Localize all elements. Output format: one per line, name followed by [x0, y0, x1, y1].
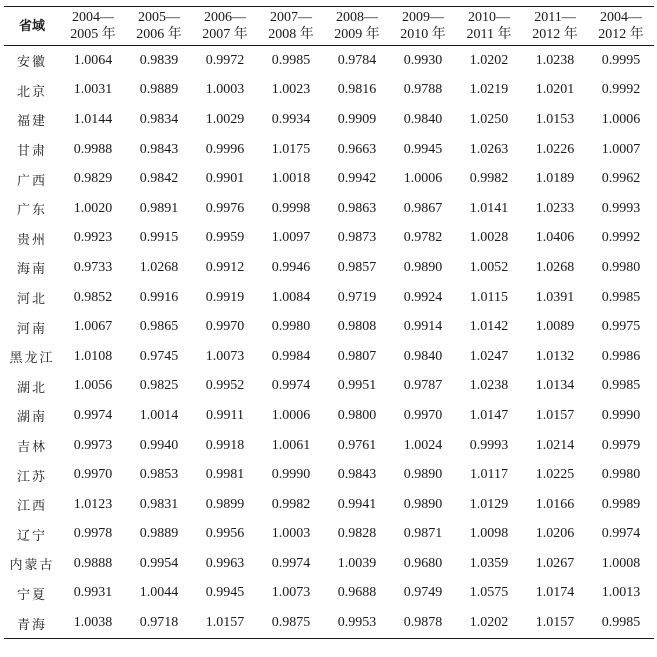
- value-cell: 1.0174: [535, 585, 575, 601]
- value-cell: 1.0201: [535, 82, 575, 98]
- value-cell: 0.9878: [403, 615, 443, 631]
- province-cell: 吉林: [16, 440, 47, 456]
- value-cell: 0.9975: [601, 319, 641, 335]
- table-row: [4, 76, 654, 106]
- column-header-period: [258, 7, 324, 46]
- value-cell: 0.9970: [73, 467, 113, 483]
- value-cell: 1.0031: [73, 82, 113, 98]
- value-cell: 0.9990: [271, 467, 311, 483]
- value-cell: 0.9974: [73, 407, 113, 423]
- value-cell: 1.0003: [205, 82, 245, 98]
- column-header-period: [126, 7, 192, 46]
- value-cell: 0.9995: [601, 52, 641, 68]
- value-cell: 0.9834: [139, 111, 179, 127]
- value-cell: 0.9807: [337, 348, 377, 364]
- province-cell: 贵州: [16, 232, 47, 248]
- value-cell: 0.9979: [601, 437, 641, 453]
- value-cell: 0.9749: [403, 585, 443, 601]
- value-cell: 0.9891: [139, 200, 179, 216]
- value-cell: 0.9982: [271, 496, 311, 512]
- value-cell: 1.0263: [469, 141, 509, 157]
- value-cell: 0.9919: [205, 289, 245, 305]
- value-cell: 1.0007: [601, 141, 641, 157]
- value-cell: 0.9974: [271, 555, 311, 571]
- value-cell: 1.0157: [535, 615, 575, 631]
- province-cell: 北京: [16, 84, 47, 100]
- value-cell: 0.9831: [139, 496, 179, 512]
- province-cell: 海南: [16, 262, 47, 278]
- value-cell: 0.9911: [206, 407, 244, 423]
- period-start-label: 2004—: [600, 10, 642, 25]
- value-cell: 0.9867: [403, 200, 443, 216]
- value-cell: 0.9952: [205, 378, 245, 394]
- value-cell: 1.0064: [73, 52, 113, 68]
- value-cell: 0.9787: [403, 378, 443, 394]
- value-cell: 0.9914: [403, 319, 443, 335]
- column-header-period: [588, 7, 654, 46]
- table-row: [4, 224, 654, 254]
- table-row: [4, 401, 654, 431]
- value-cell: 0.9974: [271, 378, 311, 394]
- value-cell: 1.0219: [469, 82, 509, 98]
- province-cell: 广东: [16, 203, 47, 219]
- value-cell: 0.9688: [337, 585, 377, 601]
- value-cell: 0.9890: [403, 259, 443, 275]
- value-cell: 0.9989: [601, 496, 641, 512]
- value-cell: 1.0225: [535, 467, 575, 483]
- value-cell: 0.9852: [73, 289, 113, 305]
- value-cell: 0.9976: [205, 200, 245, 216]
- value-cell: 1.0023: [271, 82, 311, 98]
- data-table-container: [4, 6, 654, 639]
- value-cell: 0.9842: [139, 171, 179, 187]
- value-cell: 0.9982: [469, 171, 509, 187]
- value-cell: 0.9998: [271, 200, 311, 216]
- period-start-label: 2007—: [270, 10, 312, 25]
- value-cell: 1.0003: [271, 526, 311, 542]
- value-cell: 0.9980: [271, 319, 311, 335]
- value-cell: 0.9953: [337, 615, 377, 631]
- value-cell: 0.9972: [205, 52, 245, 68]
- value-cell: 1.0391: [535, 289, 575, 305]
- column-header-period: [522, 7, 588, 46]
- period-end-label: 2006 年: [136, 27, 182, 42]
- table-row: [4, 342, 654, 372]
- table-row: [4, 46, 654, 76]
- value-cell: 1.0157: [535, 407, 575, 423]
- value-cell: 1.0028: [469, 230, 509, 246]
- value-cell: 1.0226: [535, 141, 575, 157]
- value-cell: 1.0013: [601, 585, 641, 601]
- province-cell: 河北: [16, 292, 47, 308]
- value-cell: 0.9663: [337, 141, 377, 157]
- table-row: [4, 164, 654, 194]
- value-cell: 1.0134: [535, 378, 575, 394]
- value-cell: 0.9782: [403, 230, 443, 246]
- column-header-period: [456, 7, 522, 46]
- period-end-label: 2011 年: [466, 27, 512, 42]
- period-end-label: 2005 年: [70, 27, 116, 42]
- period-end-label: 2007 年: [202, 27, 248, 42]
- province-cell: 广西: [16, 173, 47, 189]
- value-cell: 0.9985: [601, 615, 641, 631]
- value-cell: 0.9993: [469, 437, 509, 453]
- value-cell: 0.9978: [73, 526, 113, 542]
- value-cell: 1.0038: [73, 615, 113, 631]
- value-cell: 1.0142: [469, 319, 509, 335]
- malmquist-index-table: [4, 6, 654, 639]
- table-row: [4, 608, 654, 638]
- table-row: [4, 372, 654, 402]
- value-cell: 1.0153: [535, 111, 575, 127]
- value-cell: 0.9909: [337, 111, 377, 127]
- column-header-province: 省域: [18, 18, 45, 34]
- table-row: [4, 312, 654, 342]
- column-header-period: [324, 7, 390, 46]
- value-cell: 1.0014: [139, 407, 179, 423]
- value-cell: 0.9981: [205, 467, 245, 483]
- value-cell: 1.0247: [469, 348, 509, 364]
- value-cell: 1.0108: [73, 348, 113, 364]
- value-cell: 0.9889: [139, 526, 179, 542]
- value-cell: 1.0018: [271, 171, 311, 187]
- value-cell: 0.9840: [403, 111, 443, 127]
- value-cell: 1.0123: [73, 496, 113, 512]
- value-cell: 0.9980: [601, 467, 641, 483]
- value-cell: 1.0061: [271, 437, 311, 453]
- province-cell: 黑龙江: [9, 351, 55, 367]
- value-cell: 0.9788: [403, 82, 443, 98]
- value-cell: 1.0039: [337, 555, 377, 571]
- value-cell: 0.9996: [205, 141, 245, 157]
- value-cell: 0.9889: [139, 82, 179, 98]
- province-cell: 江苏: [16, 469, 47, 485]
- value-cell: 0.9963: [205, 555, 245, 571]
- value-cell: 0.9985: [601, 378, 641, 394]
- value-cell: 0.9829: [73, 171, 113, 187]
- value-cell: 1.0006: [271, 407, 311, 423]
- value-cell: 0.9719: [337, 289, 377, 305]
- value-cell: 1.0202: [469, 52, 509, 68]
- value-cell: 0.9985: [601, 289, 641, 305]
- province-cell: 安徽: [16, 55, 47, 71]
- header-row: [4, 7, 654, 46]
- value-cell: 0.9973: [73, 437, 113, 453]
- province-cell: 辽宁: [16, 528, 47, 544]
- table-row: [4, 135, 654, 165]
- value-cell: 1.0141: [469, 200, 509, 216]
- value-cell: 0.9951: [337, 378, 377, 394]
- value-cell: 1.0006: [403, 171, 443, 187]
- province-cell: 河南: [16, 321, 47, 337]
- value-cell: 0.9718: [139, 615, 179, 631]
- column-header-period: [192, 7, 258, 46]
- value-cell: 0.9980: [601, 259, 641, 275]
- period-start-label: 2010—: [468, 10, 510, 25]
- value-cell: 1.0098: [469, 526, 509, 542]
- value-cell: 0.9800: [337, 407, 377, 423]
- value-cell: 0.9959: [205, 230, 245, 246]
- period-end-label: 2012 年: [598, 27, 644, 42]
- value-cell: 0.9857: [337, 259, 377, 275]
- value-cell: 1.0250: [469, 111, 509, 127]
- value-cell: 0.9986: [601, 348, 641, 364]
- value-cell: 0.9931: [73, 585, 113, 601]
- value-cell: 0.9828: [337, 526, 377, 542]
- period-end-label: 2008 年: [268, 27, 314, 42]
- value-cell: 0.9808: [337, 319, 377, 335]
- value-cell: 1.0073: [271, 585, 311, 601]
- value-cell: 1.0359: [469, 555, 509, 571]
- value-cell: 1.0238: [469, 378, 509, 394]
- table-row: [4, 253, 654, 283]
- value-cell: 0.9890: [403, 496, 443, 512]
- table-row: [4, 460, 654, 490]
- value-cell: 0.9970: [403, 407, 443, 423]
- value-cell: 0.9840: [403, 348, 443, 364]
- value-cell: 0.9923: [73, 230, 113, 246]
- value-cell: 1.0117: [470, 467, 508, 483]
- period-end-label: 2010 年: [400, 27, 446, 42]
- value-cell: 1.0073: [205, 348, 245, 364]
- value-cell: 0.9942: [337, 171, 377, 187]
- value-cell: 1.0029: [205, 111, 245, 127]
- value-cell: 0.9916: [139, 289, 179, 305]
- value-cell: 1.0052: [469, 259, 509, 275]
- table-row: [4, 490, 654, 520]
- value-cell: 0.9733: [73, 259, 113, 275]
- value-cell: 0.9784: [337, 52, 377, 68]
- table-body: [4, 46, 654, 639]
- value-cell: 1.0147: [469, 407, 509, 423]
- value-cell: 1.0233: [535, 200, 575, 216]
- value-cell: 0.9992: [601, 230, 641, 246]
- table-row: [4, 520, 654, 550]
- column-header-period: [60, 7, 126, 46]
- value-cell: 0.9875: [271, 615, 311, 631]
- value-cell: 0.9992: [601, 82, 641, 98]
- value-cell: 1.0115: [470, 289, 508, 305]
- value-cell: 1.0084: [271, 289, 311, 305]
- value-cell: 0.9853: [139, 467, 179, 483]
- value-cell: 1.0214: [535, 437, 575, 453]
- value-cell: 1.0406: [535, 230, 575, 246]
- province-cell: 湖南: [16, 410, 47, 426]
- value-cell: 0.9863: [337, 200, 377, 216]
- value-cell: 0.9843: [337, 467, 377, 483]
- province-cell: 湖北: [16, 380, 47, 396]
- value-cell: 1.0202: [469, 615, 509, 631]
- value-cell: 1.0175: [271, 141, 311, 157]
- value-cell: 0.9962: [601, 171, 641, 187]
- value-cell: 0.9871: [403, 526, 443, 542]
- value-cell: 0.9974: [601, 526, 641, 542]
- value-cell: 1.0006: [601, 111, 641, 127]
- table-row: [4, 549, 654, 579]
- value-cell: 0.9924: [403, 289, 443, 305]
- value-cell: 0.9761: [337, 437, 377, 453]
- value-cell: 0.9934: [271, 111, 311, 127]
- value-cell: 0.9985: [271, 52, 311, 68]
- value-cell: 0.9901: [205, 171, 245, 187]
- value-cell: 0.9680: [403, 555, 443, 571]
- table-row: [4, 283, 654, 313]
- province-cell: 宁夏: [16, 587, 47, 603]
- value-cell: 1.0097: [271, 230, 311, 246]
- value-cell: 1.0268: [139, 259, 179, 275]
- value-cell: 0.9888: [73, 555, 113, 571]
- value-cell: 0.9993: [601, 200, 641, 216]
- value-cell: 1.0575: [469, 585, 509, 601]
- value-cell: 0.9945: [403, 141, 443, 157]
- value-cell: 1.0067: [73, 319, 113, 335]
- value-cell: 1.0267: [535, 555, 575, 571]
- value-cell: 1.0089: [535, 319, 575, 335]
- value-cell: 1.0020: [73, 200, 113, 216]
- value-cell: 1.0132: [535, 348, 575, 364]
- value-cell: 0.9825: [139, 378, 179, 394]
- province-cell: 福建: [16, 114, 47, 130]
- period-start-label: 2004—: [72, 10, 114, 25]
- value-cell: 1.0166: [535, 496, 575, 512]
- period-start-label: 2008—: [336, 10, 378, 25]
- value-cell: 0.9946: [271, 259, 311, 275]
- value-cell: 1.0144: [73, 111, 113, 127]
- period-start-label: 2011—: [534, 10, 576, 25]
- value-cell: 0.9915: [139, 230, 179, 246]
- value-cell: 0.9865: [139, 319, 179, 335]
- value-cell: 0.9816: [337, 82, 377, 98]
- value-cell: 0.9918: [205, 437, 245, 453]
- column-header-period: [390, 7, 456, 46]
- value-cell: 0.9890: [403, 467, 443, 483]
- province-cell: 江西: [16, 499, 47, 515]
- province-cell: 青海: [16, 617, 47, 633]
- value-cell: 1.0189: [535, 171, 575, 187]
- value-cell: 0.9945: [205, 585, 245, 601]
- table-row: [4, 431, 654, 461]
- value-cell: 0.9970: [205, 319, 245, 335]
- value-cell: 0.9745: [139, 348, 179, 364]
- value-cell: 1.0157: [205, 615, 245, 631]
- value-cell: 1.0044: [139, 585, 179, 601]
- value-cell: 0.9930: [403, 52, 443, 68]
- table-row: [4, 579, 654, 609]
- value-cell: 0.9940: [139, 437, 179, 453]
- value-cell: 0.9984: [271, 348, 311, 364]
- period-start-label: 2009—: [402, 10, 444, 25]
- province-cell: 内蒙古: [9, 558, 55, 574]
- value-cell: 0.9941: [337, 496, 377, 512]
- value-cell: 0.9899: [205, 496, 245, 512]
- province-cell: 甘肃: [16, 144, 47, 160]
- value-cell: 0.9954: [139, 555, 179, 571]
- value-cell: 0.9873: [337, 230, 377, 246]
- value-cell: 1.0024: [403, 437, 443, 453]
- value-cell: 0.9912: [205, 259, 245, 275]
- period-start-label: 2006—: [204, 10, 246, 25]
- period-end-label: 2012 年: [532, 27, 578, 42]
- table-row: [4, 105, 654, 135]
- period-start-label: 2005—: [138, 10, 180, 25]
- value-cell: 0.9990: [601, 407, 641, 423]
- value-cell: 0.9843: [139, 141, 179, 157]
- value-cell: 0.9956: [205, 526, 245, 542]
- value-cell: 1.0238: [535, 52, 575, 68]
- value-cell: 0.9988: [73, 141, 113, 157]
- table-row: [4, 194, 654, 224]
- value-cell: 1.0056: [73, 378, 113, 394]
- value-cell: 0.9839: [139, 52, 179, 68]
- value-cell: 1.0129: [469, 496, 509, 512]
- value-cell: 1.0206: [535, 526, 575, 542]
- value-cell: 1.0008: [601, 555, 641, 571]
- period-end-label: 2009 年: [334, 27, 380, 42]
- value-cell: 1.0268: [535, 259, 575, 275]
